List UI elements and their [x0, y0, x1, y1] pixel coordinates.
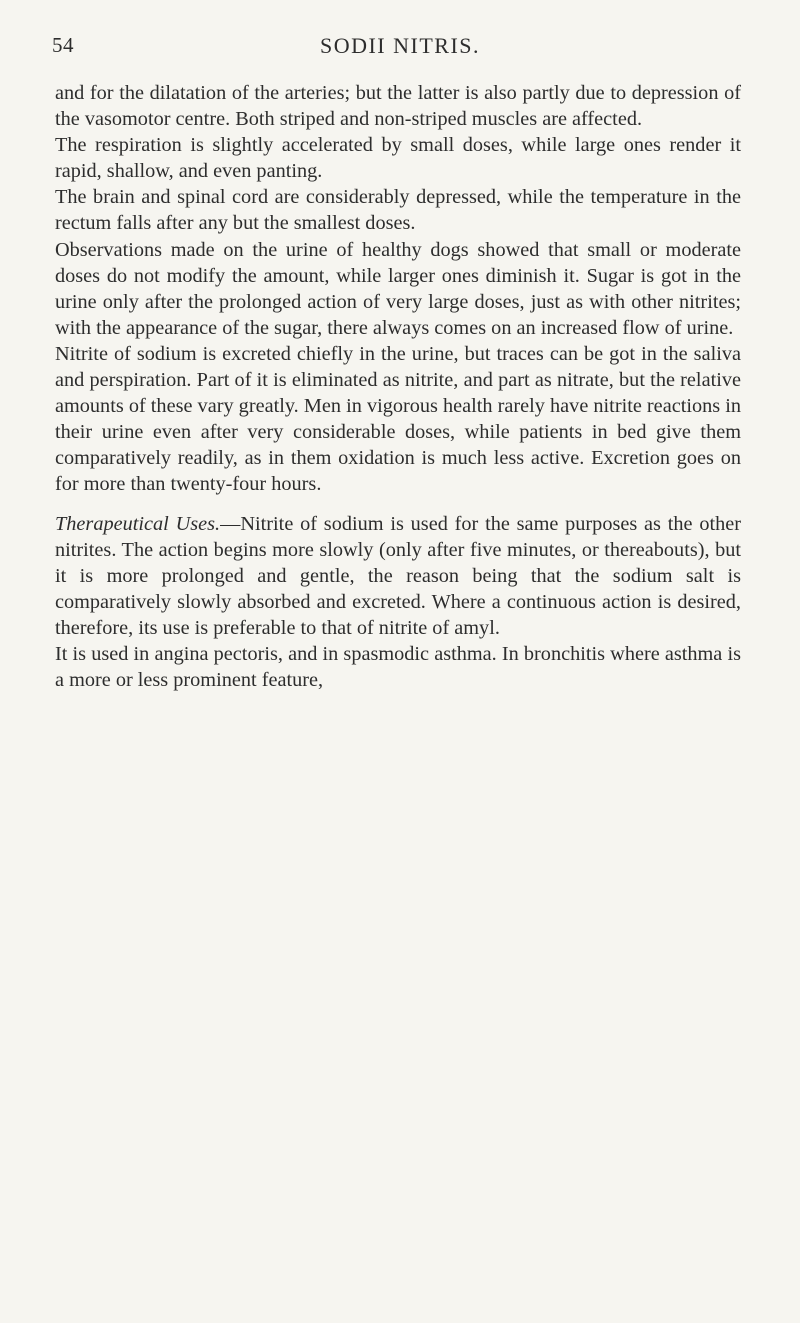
therapeutic-uses-heading: Therapeutical Uses.	[55, 512, 221, 535]
paragraph-urine: Observations made on the urine of healthy dogs showed that small or moderate doses do not modify the amount, while larger ones diminish it. Sugar is got in the urine only after the prolonged action of very large doses, just as with other nitrites; with the appearance of the sugar, there always comes on an increased flow of urine.	[55, 238, 741, 339]
paragraph-therapeutic-uses	[55, 511, 741, 641]
paragraph-dilatation: and for the dilatation of the arteries; but the latter is also partly due to depression of the vasomotor centre. Both striped and non-striped muscles are affected.	[55, 82, 741, 131]
paragraph-excretion: Nitrite of sodium is excreted chiefly in the urine, but traces can be got in the saliva and perspiration. Part of it is eliminated as nitrite, and part as nitrate, but the relative amounts of these vary greatly. Men in vigorous health rarely have nitrite reactions in their urine even after very considerable doses, while patients in bed give them comparatively readily, as in them oxidation is much less active. Excretion goes on for more than twenty-four hours.	[55, 342, 741, 496]
running-head: SODII NITRIS.	[319, 33, 481, 58]
paragraph-angina: It is used in angina pectoris, and in spasmodic asthma. In bronchitis where asthma is a more or less prominent feature,	[55, 642, 741, 692]
therapeutic-uses-text: —Nitrite of sodium is used for the same purposes as the other nitrites. The action begins more slowly (only after five minutes, or thereabouts), but it is more prolonged and gentle, the reason being that the sodium salt is comparatively slowly absorbed and excreted. Where a continuous action is desired, therefore, its use is preferable to that of nitrite of amyl.	[55, 512, 741, 639]
paragraph-respiration: The respiration is slightly accelerated by small doses, while large ones render it rapid, shallow, and even panting.	[55, 134, 741, 183]
paragraph-brain: The brain and spinal cord are considerably depressed, while the temperature in the rectum falls after any but the smallest doses.	[55, 186, 741, 235]
page-body	[55, 80, 741, 693]
page-number: 54	[52, 33, 74, 57]
page-header	[52, 33, 748, 65]
